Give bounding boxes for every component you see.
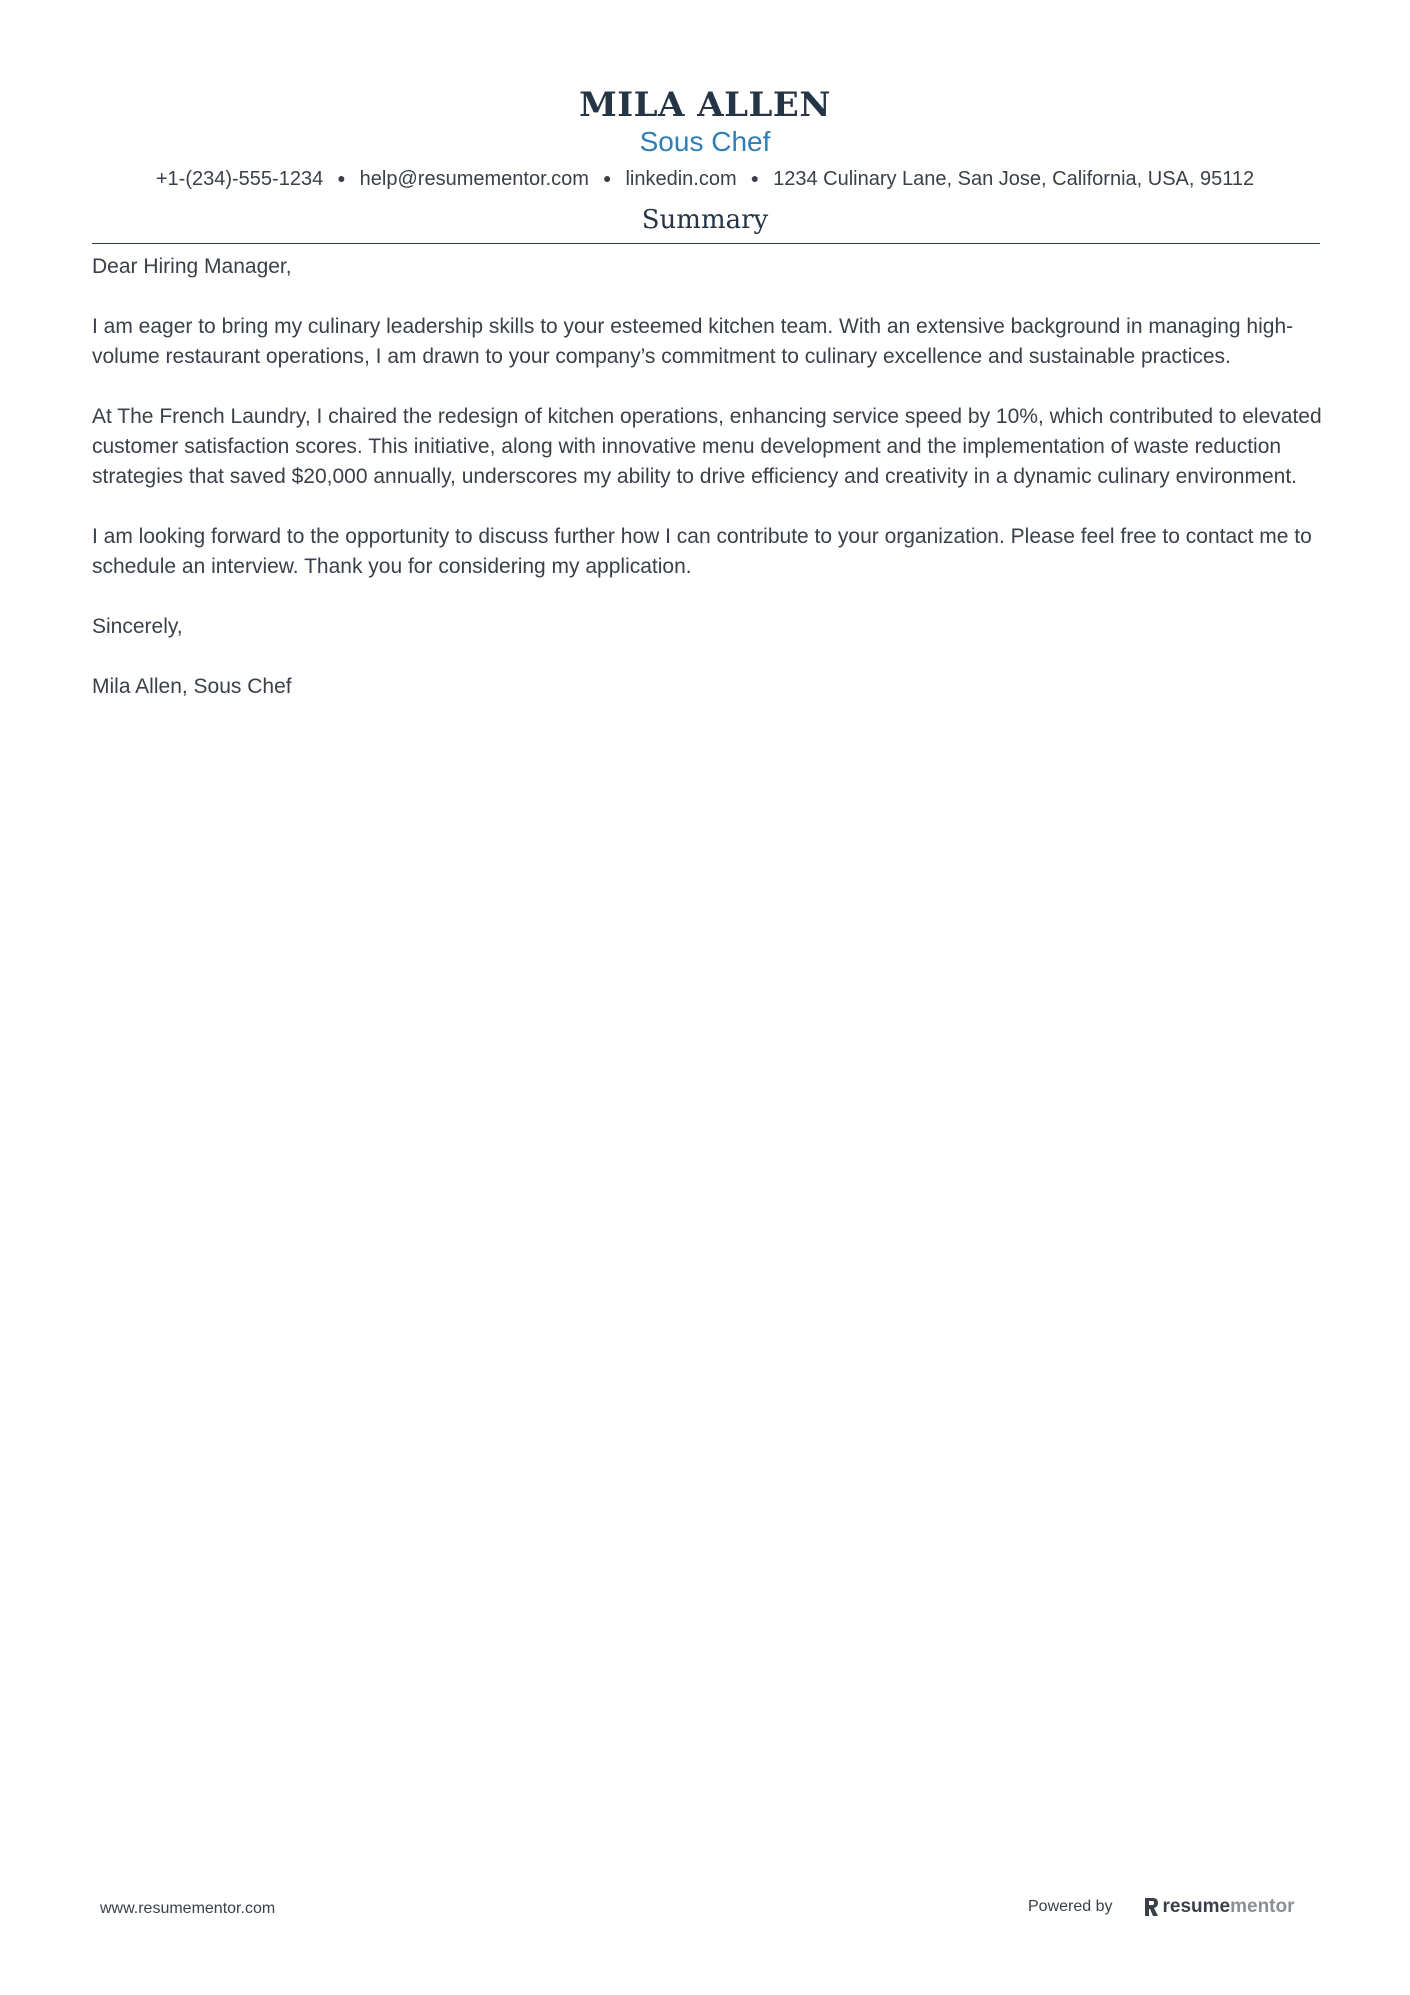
letter-greeting: Dear Hiring Manager,: [92, 255, 292, 278]
logo-text-resume: resume: [1162, 1896, 1231, 1917]
resumementor-logo[interactable]: [1143, 1896, 1295, 1918]
letter-paragraph: I am eager to bring my culinary leadership skills to your esteemed kitchen team. With an extensive background in managing high-volume restaurant operations, I am drawn to your company’s commitment to culinary excellence and sustainable practices.: [92, 315, 1294, 368]
logo-text-mentor: mentor: [1230, 1896, 1295, 1917]
letter-signature: Mila Allen, Sous Chef: [92, 675, 292, 698]
letter-body: [92, 252, 1322, 732]
contact-address: 1234 Culinary Lane, San Jose, California, USA, 95112: [773, 168, 1255, 190]
footer-branding: [1028, 1896, 1295, 1918]
footer-website[interactable]: www.resumementor.com: [100, 1900, 276, 1917]
contact-linkedin[interactable]: linkedin.com: [625, 168, 737, 190]
candidate-name: MILA ALLEN: [579, 85, 831, 125]
header: [0, 84, 1410, 191]
contact-phone: +1-(234)-555-1234: [155, 168, 324, 190]
section-title: Summary: [641, 205, 769, 235]
letter-closing: Sincerely,: [92, 615, 183, 638]
resumementor-logo-icon: [1143, 1897, 1159, 1917]
bullet-separator: ●: [337, 170, 346, 186]
bullet-separator: ●: [602, 170, 612, 186]
section-divider: [92, 243, 1320, 244]
letter-paragraph: At The French Laundry, I chaired the redesign of kitchen operations, enhancing service speed by 10%, which contributed to elevated customer satisfaction scores. This initiative, along with innovative menu development and the implementation of waste reduction strategies that saved $20,000 annually, underscores my ability to drive efficiency and creativity in a dynamic culinary environment.: [92, 405, 1322, 488]
candidate-role: Sous Chef: [639, 126, 771, 157]
contact-line: [0, 166, 1410, 191]
contact-email[interactable]: help@resumementor.com: [359, 168, 589, 190]
letter-paragraph: I am looking forward to the opportunity to discuss further how I can contribute to your organization. Please feel free to contact me to schedule an interview. Thank you for considering my application.: [92, 525, 1312, 578]
bullet-separator: ●: [750, 170, 760, 186]
powered-by-label: Powered by: [1028, 1898, 1113, 1915]
